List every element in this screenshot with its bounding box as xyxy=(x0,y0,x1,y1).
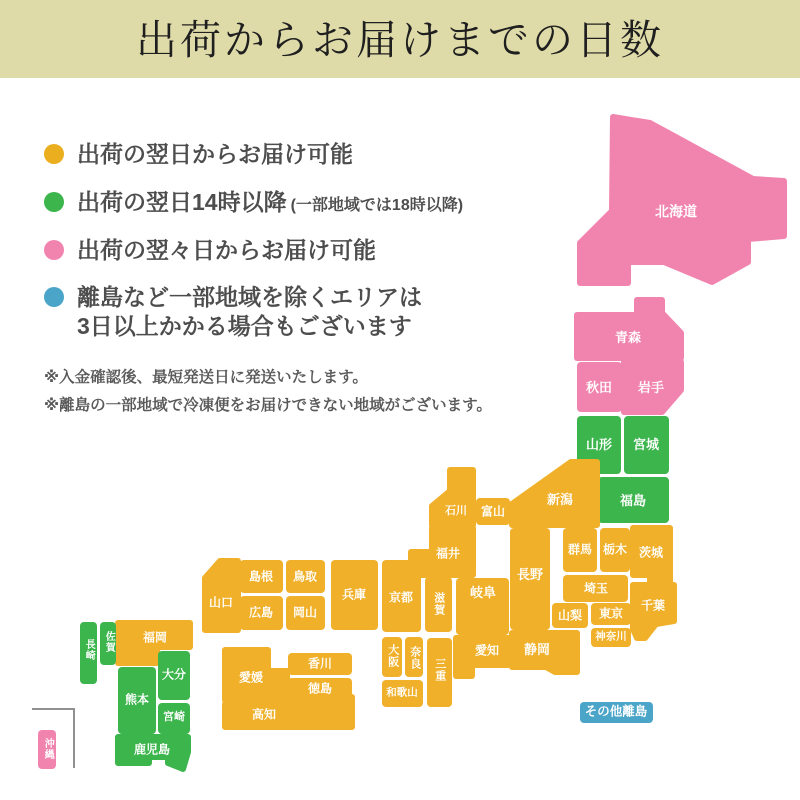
prefecture-label-oita: 大分 xyxy=(161,667,187,682)
prefecture-label-yamaguchi: 山口 xyxy=(208,595,234,610)
prefecture-label-saga: 佐賀 xyxy=(103,631,115,653)
prefecture-label-ehime: 愛媛 xyxy=(238,670,264,685)
prefecture-hokkaido xyxy=(580,117,784,283)
prefecture-label-gunma: 群馬 xyxy=(567,542,593,557)
legend-label: 出荷の翌々日からお届け可能 xyxy=(77,237,376,263)
prefecture-label-kanagawa: 神奈川 xyxy=(595,630,627,643)
prefecture-label-fukuoka: 福岡 xyxy=(142,630,168,645)
prefecture-label-mie: 三重 xyxy=(433,658,446,682)
prefecture-label-tokushima: 徳島 xyxy=(307,681,333,696)
prefecture-label-yamanashi: 山梨 xyxy=(557,608,583,623)
prefecture-label-fukui: 福井 xyxy=(435,546,461,561)
prefecture-label-chiba: 千葉 xyxy=(640,598,666,613)
prefecture-label-okinawa: 沖縄 xyxy=(42,738,54,760)
prefecture-label-akita: 秋田 xyxy=(585,380,613,396)
prefecture-label-nara: 奈良 xyxy=(408,646,421,670)
prefecture-label-wakayama: 和歌山 xyxy=(386,686,418,699)
prefecture-label-kyoto: 京都 xyxy=(388,590,414,605)
prefecture-label-kochi: 高知 xyxy=(251,707,277,722)
prefecture-label-tottori: 鳥取 xyxy=(292,569,318,584)
prefecture-label-sonota-rito: その他離島 xyxy=(584,704,648,719)
prefecture-label-fukushima: 福島 xyxy=(619,493,647,509)
prefecture-label-nagano: 長野 xyxy=(516,567,544,583)
prefecture-label-shiga: 滋賀 xyxy=(432,592,445,616)
prefecture-aomori xyxy=(577,300,681,358)
legend-sub-note: (一部地域では18時以降) xyxy=(290,197,464,214)
prefecture-label-shimane: 島根 xyxy=(248,569,274,584)
prefecture-label-saitama: 埼玉 xyxy=(583,581,609,596)
legend-label: 出荷の翌日からお届け可能 xyxy=(77,141,353,167)
prefecture-label-kagawa: 香川 xyxy=(307,656,333,671)
note-payment: ※入金確認後、最短発送日に発送いたします。 xyxy=(44,369,368,386)
prefecture-kochi xyxy=(225,697,352,727)
prefecture-label-kagoshima: 鹿児島 xyxy=(133,742,171,757)
legend-label: 出荷の翌日14時以降 (一部地域では18時以降) xyxy=(77,189,464,215)
prefecture-label-iwate: 岩手 xyxy=(637,380,665,396)
prefecture-label-hokkaido: 北海道 xyxy=(655,203,697,220)
page-title: 出荷からお届けまでの日数 xyxy=(136,17,664,63)
prefecture-label-aomori: 青森 xyxy=(614,330,642,346)
prefecture-label-hiroshima: 広島 xyxy=(248,605,274,620)
prefecture-label-tochigi: 栃木 xyxy=(602,542,628,557)
prefecture-label-kumamoto: 熊本 xyxy=(124,692,150,707)
prefecture-label-tokyo: 東京 xyxy=(598,606,624,621)
prefecture-label-shizuoka: 静岡 xyxy=(523,642,551,658)
prefecture-label-miyazaki: 宮崎 xyxy=(163,711,185,724)
prefecture-label-nagasaki: 長崎 xyxy=(83,639,95,661)
prefecture-label-aichi: 愛知 xyxy=(474,643,500,658)
prefecture-label-miyagi: 宮城 xyxy=(632,437,660,453)
prefecture-label-okayama: 岡山 xyxy=(292,605,318,620)
prefecture-label-ishikawa: 石川 xyxy=(445,505,467,518)
note-frozen-delivery: ※離島の一部地域で冷凍便をお届けできない地域がございます。 xyxy=(44,397,492,414)
prefecture-label-yamagata: 山形 xyxy=(585,437,613,453)
prefecture-label-osaka: 大阪 xyxy=(386,644,399,668)
prefecture-label-niigata: 新潟 xyxy=(546,492,574,508)
legend-label: 離島など一部地域を除くエリアは 3日以上かかる場合もございます xyxy=(77,284,422,339)
prefecture-label-toyama: 富山 xyxy=(480,504,506,519)
prefecture-label-hyogo: 兵庫 xyxy=(341,587,367,602)
prefecture-label-ibaraki: 茨城 xyxy=(638,545,664,560)
prefecture-label-gifu: 岐阜 xyxy=(469,585,497,601)
